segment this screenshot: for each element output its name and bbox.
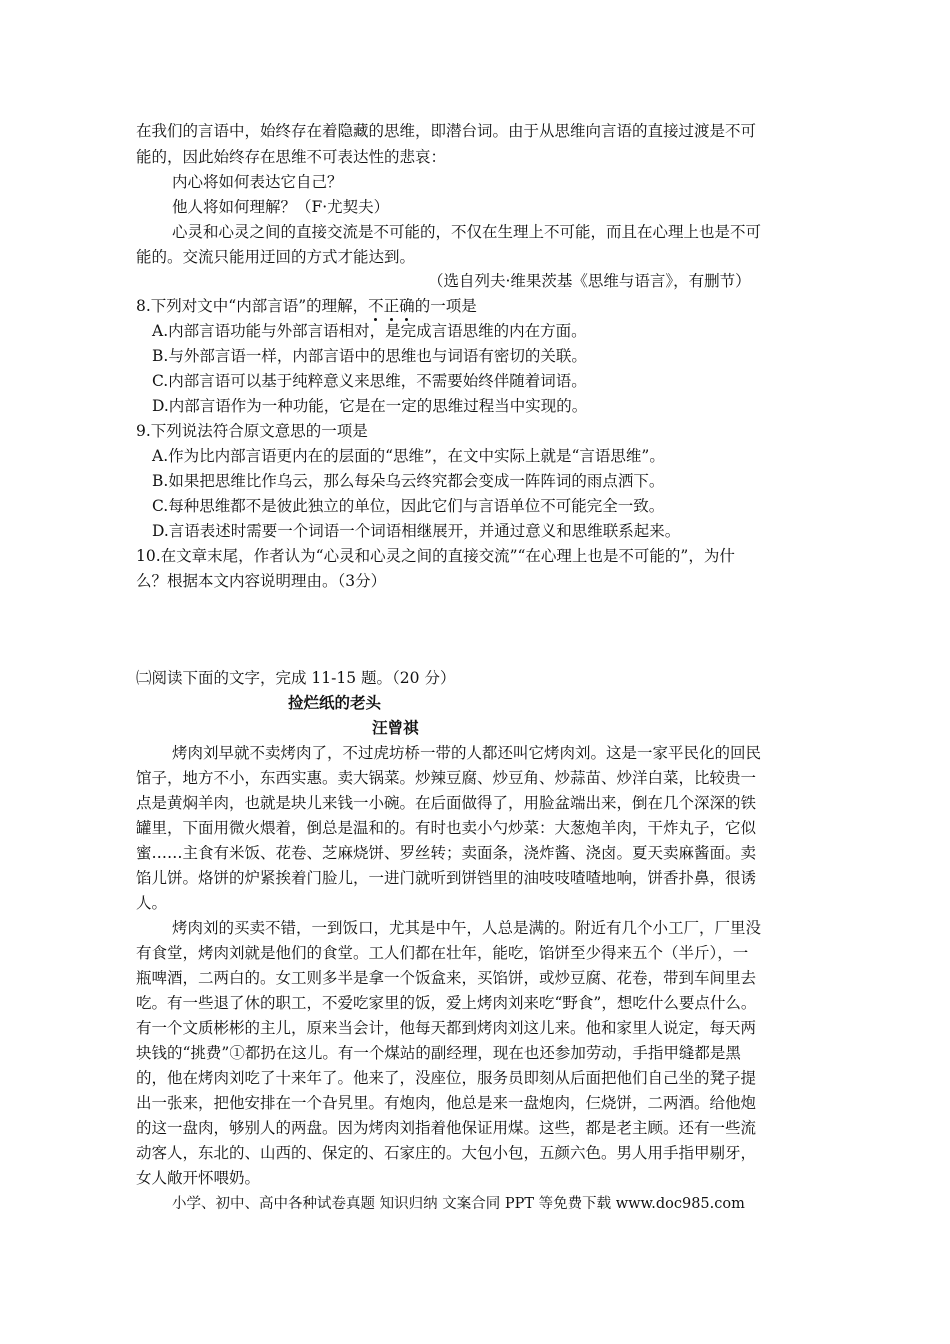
passage1-line: 在我们的言语中，始终存在着隐藏的思维，即潜台词。由于从思维向言语的直接过渡是不可	[136, 122, 757, 140]
para2-line: 的，他在烤肉刘吃了十来年了。他来了，没座位，服务员即刻从后面把他们自己坐的凳子提	[136, 1069, 757, 1087]
para2-line: 动客人，东北的、山西的、保定的、石家庄的。大包小包，五颜六色。男人用手指甲剔牙，	[136, 1144, 757, 1162]
q9-option-a: A.作为比内部言语更内在的层面的“思维”，在文中实际上就是“言语思维”。	[152, 447, 665, 465]
para1-line: 馅儿饼。烙饼的炉紧挨着门脸儿，一进门就听到饼铛里的油吱吱喳喳地响，饼香扑鼻，很诱	[136, 869, 757, 887]
para1-line: 点是黄焖羊肉，也就是块儿来钱一小碗。在后面做得了，用脸盆端出来，倒在几个深深的铁	[136, 794, 757, 812]
emphasis-char: 不	[368, 297, 384, 315]
q10-line: 10.在文章末尾，作者认为“心灵和心灵之间的直接交流”“在心理上也是不可能的”，为什	[136, 547, 735, 565]
emphasis-char: 正	[383, 297, 400, 315]
q8-stem-pre: 8.下列对文中“内部言语”的理解，	[136, 297, 369, 315]
q8-option-d: D.内部言语作为一种功能，它是在一定的思维过程当中实现的。	[152, 397, 588, 415]
para1-line: 罐里，下面用微火煨着，倒总是温和的。有时也卖小勺炒菜：大葱炮羊肉，干炸丸子，它似	[136, 819, 757, 837]
q8-option-b: B.与外部言语一样，内部言语中的思维也与词语有密切的关联。	[152, 347, 587, 365]
passage1-line: 他人将如何理解？（F·尤契夫）	[172, 198, 390, 216]
passage1-line: 内心将如何表达它自己？	[172, 173, 343, 191]
q8-option-c: C.内部言语可以基于纯粹意义来思维，不需要始终伴随着词语。	[152, 372, 587, 390]
passage1-source: （选自列夫·维果茨基《思维与语言》，有删节）	[428, 272, 751, 290]
passage1-line: 能的。交流只能用迂回的方式才能达到。	[136, 248, 416, 266]
footer-banner: 小学、初中、高中各种试卷真题 知识归纳 文案合同 PPT 等免费下载 www.doc985.com	[172, 1196, 745, 1212]
para2-line: 块钱的“挑费”①都扔在这儿。有一个煤站的副经理，现在也还参加劳动，手指甲缝都是黑	[136, 1044, 741, 1062]
section2-intro: ㈡阅读下面的文字，完成 11-15 题。（20 分）	[136, 669, 456, 687]
q9-option-d: D.言语表述时需要一个词语一个词语相继展开，并通过意义和思维联系起来。	[152, 522, 681, 540]
passage1-line: 心灵和心灵之间的直接交流是不可能的，不仅在生理上不可能，而且在心理上也是不可	[172, 223, 762, 241]
q8-stem-post: 的一项是	[414, 297, 477, 315]
para2-line: 烤肉刘的买卖不错，一到饭口，尤其是中午，人总是满的。附近有几个小工厂，厂里没	[172, 919, 762, 937]
para1-line: 蜜……主食有米饭、花卷、芝麻烧饼、罗丝转；卖面条，浇炸酱、浇卤。夏天卖麻酱面。卖	[136, 844, 757, 862]
para2-line: 出一张来，把他安排在一个旮旯里。有炮肉，他总是来一盘炮肉，仨烧饼，二两酒。给他炮	[136, 1094, 757, 1112]
q10-line: 么？根据本文内容说明理由。（3分）	[136, 572, 387, 590]
para2-line: 吃。有一些退了休的职工，不爱吃家里的饭，爱上烤肉刘来吃“野食”，想吃什么要点什么。	[136, 994, 757, 1012]
article-author: 汪曾祺	[372, 718, 419, 737]
para2-line: 的这一盘肉，够别人的两盘。因为烤肉刘指着他保证用煤。这些，都是老主顾。还有一些流	[136, 1119, 757, 1137]
q8-stem	[136, 294, 477, 316]
q8-option-a: A.内部言语功能与外部言语相对，是完成言语思维的内在方面。	[152, 322, 587, 340]
para2-line: 有食堂，烤肉刘就是他们的食堂。工人们都在壮年，能吃，馅饼至少得来五个（半斤），一	[136, 944, 749, 962]
para1-line: 烤肉刘早就不卖烤肉了，不过虎坊桥一带的人都还叫它烤肉刘。这是一家平民化的回民	[172, 744, 762, 762]
q9-stem: 9.下列说法符合原文意思的一项是	[136, 422, 368, 440]
q9-option-c: C.每种思维都不是彼此独立的单位，因此它们与言语单位不可能完全一致。	[152, 497, 665, 515]
para2-line: 女人敞开怀喂奶。	[136, 1169, 261, 1187]
q9-option-b: B.如果把思维比作乌云，那么每朵乌云终究都会变成一阵阵词的雨点洒下。	[152, 472, 665, 490]
article-title: 捡烂纸的老头	[288, 693, 382, 712]
para1-line: 人。	[136, 894, 168, 912]
passage1-line: 能的，因此始终存在思维不可表达性的悲哀：	[136, 148, 447, 166]
para2-line: 有一个文质彬彬的主儿，原来当会计，他每天都到烤肉刘这儿来。他和家里人说定，每天两	[136, 1019, 757, 1037]
emphasis-char: 确	[399, 297, 415, 315]
para2-line: 瓶啤酒，二两白的。女工则多半是拿一个饭盒来，买馅饼，或炒豆腐、花卷，带到车间里去	[136, 969, 757, 987]
para1-line: 馆子，地方不小，东西实惠。卖大锅菜。炒辣豆腐、炒豆角、炒蒜苗、炒洋白菜，比较贵一	[136, 769, 757, 787]
